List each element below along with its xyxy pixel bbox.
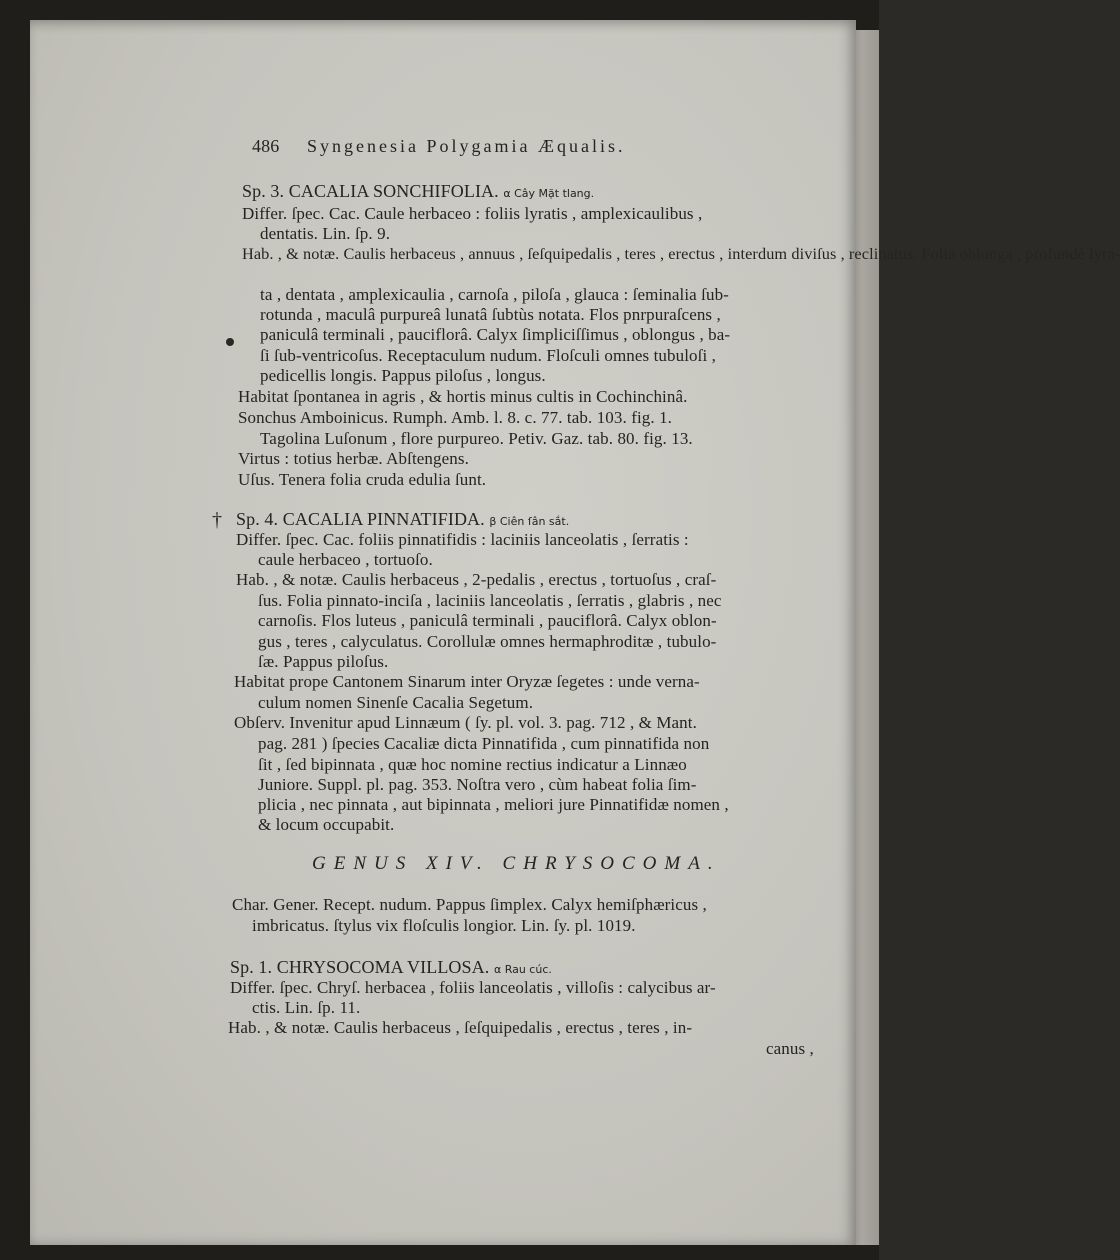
text-line: Differ. ſpec. Cac. Caule herbaceo : foliis lyratis , amplexicaulibus , <box>242 204 703 223</box>
text-line: Hab. , & notæ. Caulis herbaceus , 2-pedalis , erectus , tortuoſus , craſ- <box>236 570 717 589</box>
text-line: Habitat ſpontanea in agris , & hortis minus cultis in Cochinchinâ. <box>238 387 688 406</box>
text-line: ſit , ſed bipinnata , quæ hoc nomine rectius indicatur a Linnæo <box>258 755 687 774</box>
species-label: Sp. 1. <box>230 957 273 977</box>
species-label: Sp. 4. <box>236 509 279 529</box>
genus-heading: GENUS XIV. CHRYSOCOMA. <box>312 853 721 874</box>
catchword: canus , <box>766 1039 814 1058</box>
text-line: Juniore. Suppl. pl. pag. 353. Noſtra vero , cùm habeat folia ſim- <box>258 775 697 794</box>
text-line: pedicellis longis. Pappus piloſus , longus. <box>260 366 546 385</box>
text-line: paniculâ terminali , pauciflorâ. Calyx ſimpliciſſimus , oblongus , ba- <box>260 325 731 344</box>
book-page <box>30 20 1120 1245</box>
text-line: caule herbaceo , tortuoſo. <box>258 550 433 569</box>
running-title: Syngenesia Polygamia Æqualis. <box>307 136 626 156</box>
ink-spot <box>226 338 234 346</box>
text-line: Hab. , & notæ. Caulis herbaceus , annuus , ſeſquipedalis , teres , erectus , interdum diviſus , reclinatus. Folia oblonga , profundè lyra- <box>242 244 1120 263</box>
species-name: CACALIA PINNATIFIDA. <box>282 509 485 529</box>
text-line: Differ. ſpec. Chryſ. herbacea , foliis lanceolatis , villoſis : calycibus ar- <box>230 978 716 997</box>
text-line: ctis. Lin. ſp. 11. <box>252 998 361 1017</box>
vernacular-name: β Ciên ſân sắt. <box>489 515 570 528</box>
vernacular-name: α Rau cúc. <box>493 963 552 976</box>
text-line: imbricatus. ſtylus vix floſculis longior. Lin. ſy. pl. 1019. <box>252 916 636 935</box>
species-name: CACALIA SONCHIFOLIA. <box>288 181 499 201</box>
text-line: rotunda , maculâ purpureâ lunatâ ſubtùs notata. Flos pnrpuraſcens , <box>260 305 721 324</box>
text-line: Char. Gener. Recept. nudum. Pappus ſimplex. Calyx hemiſphæricus , <box>232 895 707 914</box>
vernacular-name: α Cây Mặt tlang. <box>503 187 595 200</box>
text-line: gus , teres , calyculatus. Corollulæ omnes hermaphroditæ , tubulo- <box>258 632 717 651</box>
species-name: CHRYSOCOMA VILLOSA. <box>276 957 490 977</box>
species-4-heading <box>236 509 569 532</box>
text-line: Virtus : totius herbæ. Abſtengens. <box>238 449 469 468</box>
text-line: pag. 281 ) ſpecies Cacaliæ dicta Pinnatifida , cum pinnatifida non <box>258 734 710 753</box>
text-line: Differ. ſpec. Cac. foliis pinnatifidis : laciniis lanceolatis , ſerratis : <box>236 530 689 549</box>
text-line: ta , dentata , amplexicaulia , carnoſa , piloſa , glauca : ſeminalia ſub- <box>260 285 729 304</box>
species-3-heading <box>242 181 594 204</box>
text-line: Habitat prope Cantonem Sinarum inter Oryzæ ſegetes : unde verna- <box>234 672 700 691</box>
text-line: ſæ. Pappus piloſus. <box>258 652 389 671</box>
text-line: carnoſis. Flos luteus , paniculâ terminali , pauciflorâ. Calyx oblon- <box>258 611 717 630</box>
text-line: Hab. , & notæ. Caulis herbaceus , ſeſquipedalis , erectus , teres , in- <box>228 1018 693 1037</box>
text-line: & locum occupabit. <box>258 815 395 834</box>
text-line: Sonchus Amboinicus. Rumph. Amb. l. 8. c. 77. tab. 103. fig. 1. <box>238 408 673 427</box>
text-line: Uſus. Tenera folia cruda edulia ſunt. <box>238 470 487 489</box>
dagger-mark: † <box>212 509 222 531</box>
text-line: Obſerv. Invenitur apud Linnæum ( ſy. pl. vol. 3. pag. 712 , & Mant. <box>234 713 697 732</box>
page-number: 486 <box>252 136 280 156</box>
text-line: culum nomen Sinenſe Cacalia Segetum. <box>258 693 534 712</box>
text-line: ſus. Folia pinnato-inciſa , laciniis lanceolatis , ſerratis , glabris , nec <box>258 591 722 610</box>
text-line: plicia , nec pinnata , aut bipinnata , meliori jure Pinnatifidæ nomen , <box>258 795 729 814</box>
text-line: ſi ſub-ventricoſus. Receptaculum nudum. Floſculi omnes tubuloſi , <box>260 346 716 365</box>
chrysocoma-species-1-heading <box>230 957 552 980</box>
text-line: dentatis. Lin. ſp. 9. <box>260 224 391 243</box>
species-label: Sp. 3. <box>242 181 285 201</box>
text-line: Tagolina Luſonum , flore purpureo. Petiv. Gaz. tab. 80. fig. 13. <box>260 429 693 448</box>
